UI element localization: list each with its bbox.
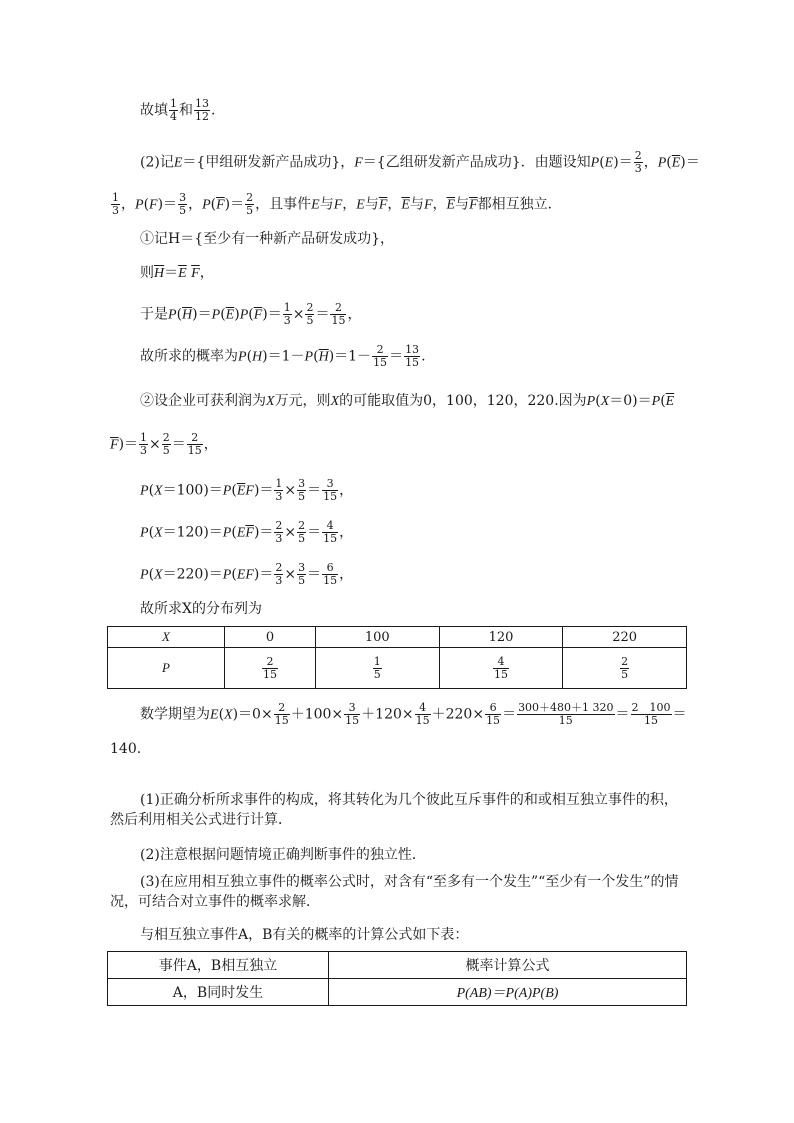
step1-calc: 于是$P(\overline{H})=P(\overline{E})P(\overline{F})=$ $\frac{1}{3}$ × $\frac{2}{5}$ ＝ $\frac{2}{15}$ ， (140, 301, 362, 327)
table-row (108, 979, 687, 1006)
summary-point-1: (1)正确分析所求事件的构成，将其转化为几个彼此互斥事件的和或相互独立事件的积，然后利用相关公式进行计算． (110, 792, 678, 828)
p-value: $\frac{2}{5}$ (563, 648, 687, 689)
p-value: $\frac{4}{15}$ (439, 648, 563, 689)
col-header: 事件A，B相互独立 (108, 952, 329, 979)
px100: $P(X=100)=P(\overline{E}F)=$ $\frac{1}{3}$ × $\frac{3}{5}$ ＝ $\frac{3}{15}$ ， (140, 477, 354, 503)
distribution-table (107, 626, 687, 689)
part2-intro: (2)记E＝{甲组研发新产品成功}，F＝{乙组研发新产品成功}．由题设知P(E)＝ $\frac{2}{3}$ ，$P(\overline{E})=$ (140, 149, 700, 175)
dist-intro: 故所求X的分布列为 (140, 601, 262, 617)
formula-intro: 与相互独立事件A，B有关的概率的计算公式如下表： (140, 927, 469, 943)
step1-def: ①记H＝{至少有一种新产品研发成功}， (140, 231, 395, 247)
px120: $P(X=120)=P(E\overline{F})=$ $\frac{2}{3}$ × $\frac{2}{5}$ ＝ $\frac{4}{15}$ ， (140, 519, 354, 545)
x-value: 100 (315, 627, 439, 648)
summary-point-3: (3)在应用相互独立事件的概率公式时，对含有“至多有一个发生”“至少有一个发生”的情况，可结合对立事件的概率求解． (110, 874, 679, 910)
step1-then: 则$\overline{H}=\overline{E}$ $\overline{F}$， (140, 265, 214, 281)
fill-answer: 故填 $\frac{1}{4}$ 和 $\frac{13}{12}$ . (140, 97, 216, 123)
x-value: 0 (225, 627, 316, 648)
table-row (108, 648, 687, 689)
step2-intro-cont: $\overline{F})=$ $\frac{1}{3}$ × $\frac{2}{5}$ ＝ $\frac{2}{15}$ ， (110, 431, 218, 457)
row-label: P (108, 648, 225, 689)
event-cell: A，B同时发生 (108, 979, 329, 1006)
summary-point-2: (2)注意根据问题情境正确判断事件的独立性． (140, 847, 426, 863)
step1-result: 故所求的概率为$P(H)=1-P(\overline{H})=1-$ $\frac{2}{15}$ ＝ $\frac{13}{15}$ . (140, 343, 426, 369)
col-header: 概率计算公式 (329, 952, 687, 979)
expectation: 数学期望为E(X)＝0× $\frac{2}{15}$ ＋100× $\frac{3}{15}$ ＋120× $\frac{4}{15}$ ＋220× $\frac{6}{15}$ ＝ $\frac{300+480+1 320}{15}$ ＝ $\frac{2 100}{15}$ ＝ (140, 701, 687, 727)
px220: P(X＝220)＝P(EF)＝ $\frac{2}{3}$ × $\frac{3}{5}$ ＝ $\frac{6}{15}$ ， (140, 561, 354, 587)
table-row (108, 952, 687, 979)
step2-intro: ②设企业可获利润为X万元，则X的可能取值为0，100，120，220.因为$P(X=0)=P(\overline{E}$ (140, 393, 675, 409)
header-label: X (108, 627, 225, 648)
p-value: $\frac{2}{15}$ (225, 648, 316, 689)
formula-table (107, 951, 687, 1006)
table-row (108, 627, 687, 648)
p-value: $\frac{1}{5}$ (315, 648, 439, 689)
expect-result: 140. (110, 741, 142, 757)
formula-cell: P(AB)＝P(A)P(B) (329, 979, 687, 1006)
x-value: 220 (563, 627, 687, 648)
x-value: 120 (439, 627, 563, 648)
part2-intro-cont: $\frac{1}{3}$ ，P(F)＝ $\frac{3}{5}$ ，$P(\overline{F})=$ $\frac{2}{5}$ ，且事件E与F，E与$\overline{F}$，$\overline{E}$与F，$\overline{E}$与$\overline{F}$都相互独立． (112, 191, 562, 217)
